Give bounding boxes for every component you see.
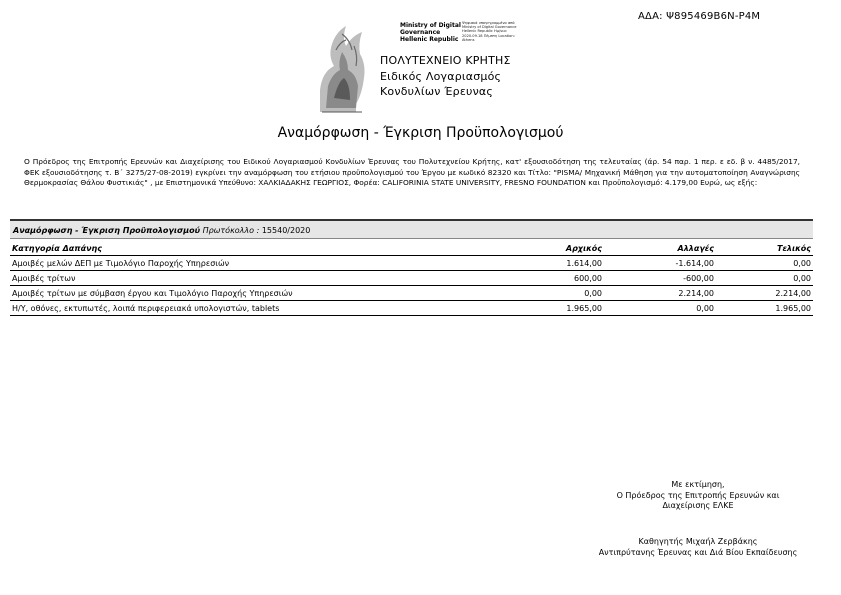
column-header-category: Κατηγορία Δαπάνης bbox=[10, 243, 504, 256]
protocol-label: Πρωτόκολλο : bbox=[202, 226, 260, 235]
row-changes: -1.614,00 bbox=[604, 256, 716, 271]
signatory-name: Καθηγητής Μιχαήλ Ζερβάκης bbox=[638, 537, 758, 546]
budget-table bbox=[10, 243, 813, 316]
row-initial: 1.965,00 bbox=[504, 301, 604, 316]
table-row bbox=[10, 286, 813, 301]
row-initial: 1.614,00 bbox=[504, 256, 604, 271]
column-header-final: Τελικός bbox=[716, 243, 813, 256]
signature-role-line: Ο Πρόεδρος της Επιτροπής Ερευνών και bbox=[616, 490, 780, 500]
ada-code: ΑΔΑ: Ψ895469Β6Ν-Ρ4Μ bbox=[638, 11, 761, 22]
ministry-line: Hellenic Republic bbox=[400, 36, 459, 43]
institution-name bbox=[380, 53, 511, 100]
ministry-line: Governance bbox=[400, 29, 441, 36]
column-header-initial: Αρχικός bbox=[504, 243, 604, 256]
row-initial: 0,00 bbox=[504, 286, 604, 301]
institution-line: Ειδικός Λογαριασμός bbox=[380, 69, 502, 83]
row-category: Αμοιβές τρίτων bbox=[10, 271, 504, 286]
protocol-value: 15540/2020 bbox=[261, 226, 311, 235]
signature-role-line: Διαχείρισης ΕΛΚΕ bbox=[662, 501, 734, 511]
table-row bbox=[10, 256, 813, 271]
row-changes: 0,00 bbox=[604, 301, 716, 316]
row-changes: 2.214,00 bbox=[604, 286, 716, 301]
table-row bbox=[10, 301, 813, 316]
digital-signature-details: Ψηφιακά υπογεγραμμένο από Ministry of Digital Governance Hellenic Republic Ημ/νια: 2020.09.18 Πέμπτη Location: Athens bbox=[462, 21, 517, 42]
signatory-position: Αντιπρύτανης Έρευνας και Διά Βίου Εκπαίδευσης bbox=[598, 547, 798, 557]
section-header bbox=[10, 219, 813, 239]
row-category: Αμοιβές τρίτων με σύμβαση έργου και Τιμολόγιο Παροχής Υπηρεσιών bbox=[10, 286, 504, 301]
institution-line: ΠΟΛΥΤΕΧΝΕΙΟ ΚΡΗΤΗΣ bbox=[380, 54, 511, 67]
signature-block bbox=[598, 480, 798, 512]
signature-regards: Με εκτίμηση, bbox=[671, 480, 725, 489]
column-header-changes: Αλλαγές bbox=[604, 243, 716, 256]
ministry-signature-en bbox=[400, 22, 461, 43]
row-final: 0,00 bbox=[716, 256, 813, 271]
polytechnic-crete-emblem-icon bbox=[312, 20, 372, 116]
row-changes: -600,00 bbox=[604, 271, 716, 286]
row-category: Αμοιβές μελών ΔΕΠ με Τιμολόγιο Παροχής Υπηρεσιών bbox=[10, 256, 504, 271]
row-final: 2.214,00 bbox=[716, 286, 813, 301]
signatory-block bbox=[580, 537, 816, 558]
section-header-text bbox=[13, 226, 310, 235]
row-final: 1.965,00 bbox=[716, 301, 813, 316]
row-category: Η/Υ, οθόνες, εκτυπωτές, λοιπά περιφερειακά υπολογιστών, tablets bbox=[10, 301, 504, 316]
institution-line: Κονδυλίων Έρευνας bbox=[380, 85, 494, 98]
row-initial: 600,00 bbox=[504, 271, 604, 286]
table-header-row bbox=[10, 243, 813, 256]
row-final: 0,00 bbox=[716, 271, 813, 286]
ministry-line: Ministry of Digital bbox=[400, 22, 461, 29]
document-title: Αναμόρφωση - Έγκριση Προϋπολογισμού bbox=[277, 125, 564, 141]
table-row bbox=[10, 271, 813, 286]
section-label: Αναμόρφωση - Έγκριση Προϋπολογισμού bbox=[13, 226, 201, 235]
intro-paragraph: Ο Πρόεδρος της Επιτροπής Ερευνών και Διαχείρισης του Ειδικού Λογαριασμού Κονδυλίων Έρευνας του Πολυτεχνείου Κρήτης, κατ' εξουσιοδότηση της τελευταίας (άρ. 54 παρ. 1 περ. ε εδ. β ν. 4485/2017, ΦΕΚ εξουσιοδότησης τ. Β΄ 3275/27-08-2019) εγκρίνει την αναμόρφωση του ετήσιου προϋπολογισμού του Έργου με κωδικό 82320 και Τίτλο: "PISMA/ Μηχανική Μάθηση για την αυτοματοποίηση Αναγνώρισης Θερμοκρασίας Θάλου Φυστικιάς" , με Επιστημονικά Υπεύθυνο: ΧΑΛΚΙΑΔΑΚΗΣ ΓΕΩΡΓΙΟΣ, Φορέα: CALIFORINIA STATE UNIVERSITY, FRESNO FOUNDATION και Προϋπολογισμό: 4.179,00 Ευρώ, ως εξής: bbox=[24, 157, 800, 188]
